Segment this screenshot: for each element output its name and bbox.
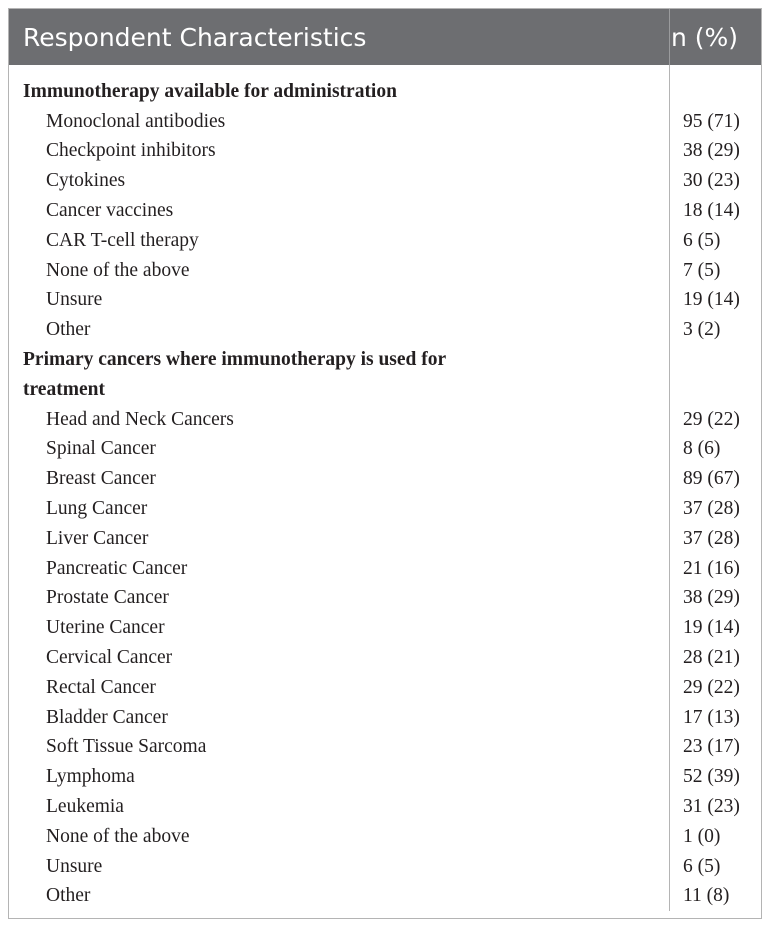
row-label: Other [46, 885, 91, 907]
section-title: Primary cancers where immunotherapy is used for treatment [23, 349, 446, 400]
table-row [9, 435, 761, 465]
row-label: Prostate Cancer [46, 587, 169, 609]
row-value: 11 (8) [683, 885, 730, 907]
row-value: 31 (23) [683, 796, 740, 818]
row-label: Head and Neck Cancers [46, 408, 234, 430]
table-row [9, 733, 761, 763]
row-label: Rectal Cancer [46, 676, 156, 698]
row-label: Unsure [46, 855, 103, 877]
row-value: 89 (67) [683, 468, 740, 490]
section-title-row [9, 345, 761, 405]
row-value: 23 (17) [683, 736, 740, 758]
row-label: Lymphoma [46, 766, 135, 788]
row-label: CAR T-cell therapy [46, 229, 199, 251]
table-row [9, 524, 761, 554]
row-label: Cytokines [46, 170, 126, 192]
table-row [9, 464, 761, 494]
row-label: Other [46, 319, 91, 341]
table-row [9, 286, 761, 316]
section-title-row [9, 77, 761, 107]
table-row [9, 196, 761, 226]
table-row [9, 554, 761, 584]
table-row [9, 673, 761, 703]
table-body [9, 65, 761, 911]
row-value: 6 (5) [683, 229, 721, 251]
row-label: None of the above [46, 825, 190, 847]
table-row [9, 137, 761, 167]
table-row [9, 315, 761, 345]
row-value: 52 (39) [683, 766, 740, 788]
row-value: 8 (6) [683, 438, 721, 460]
row-value: 7 (5) [683, 259, 721, 281]
column-divider [669, 65, 670, 911]
row-label: Liver Cancer [46, 527, 149, 549]
row-label: Spinal Cancer [46, 438, 156, 460]
table-row [9, 494, 761, 524]
row-label: Unsure [46, 289, 103, 311]
row-label: Checkpoint inhibitors [46, 140, 216, 162]
table-row [9, 643, 761, 673]
row-value: 37 (28) [683, 527, 740, 549]
row-label: Cervical Cancer [46, 647, 173, 669]
row-label: None of the above [46, 259, 190, 281]
row-value: 28 (21) [683, 647, 740, 669]
table-row [9, 166, 761, 196]
table-header [9, 9, 761, 65]
table-row [9, 107, 761, 137]
row-value: 38 (29) [683, 140, 740, 162]
row-label: Uterine Cancer [46, 617, 165, 639]
header-n-percent: n (%) [671, 22, 739, 52]
row-value: 18 (14) [683, 200, 740, 222]
table-row [9, 822, 761, 852]
section-title: Immunotherapy available for administration [23, 80, 397, 102]
respondent-characteristics-table [8, 8, 762, 919]
table-row [9, 852, 761, 882]
row-value: 38 (29) [683, 587, 740, 609]
row-label: Cancer vaccines [46, 200, 174, 222]
row-value: 3 (2) [683, 319, 721, 341]
row-label: Lung Cancer [46, 498, 148, 520]
table-row [9, 226, 761, 256]
row-value: 17 (13) [683, 706, 740, 728]
table-row [9, 405, 761, 435]
table-row [9, 613, 761, 643]
table-row [9, 584, 761, 614]
row-label: Bladder Cancer [46, 706, 168, 728]
row-label: Soft Tissue Sarcoma [46, 736, 207, 758]
row-label: Monoclonal antibodies [46, 110, 226, 132]
row-value: 19 (14) [683, 289, 740, 311]
row-value: 6 (5) [683, 855, 721, 877]
row-label: Breast Cancer [46, 468, 156, 490]
row-value: 30 (23) [683, 170, 740, 192]
header-column-divider [669, 9, 670, 65]
header-respondent-characteristics: Respondent Characteristics [23, 22, 367, 52]
row-value: 95 (71) [683, 110, 740, 132]
table-row [9, 792, 761, 822]
table-row [9, 762, 761, 792]
table-row [9, 703, 761, 733]
row-value: 1 (0) [683, 825, 721, 847]
row-label: Leukemia [46, 796, 124, 818]
row-value: 21 (16) [683, 557, 740, 579]
row-value: 37 (28) [683, 498, 740, 520]
row-label: Pancreatic Cancer [46, 557, 188, 579]
table-row [9, 882, 761, 912]
row-value: 19 (14) [683, 617, 740, 639]
row-value: 29 (22) [683, 676, 740, 698]
table-row [9, 256, 761, 286]
row-value: 29 (22) [683, 408, 740, 430]
